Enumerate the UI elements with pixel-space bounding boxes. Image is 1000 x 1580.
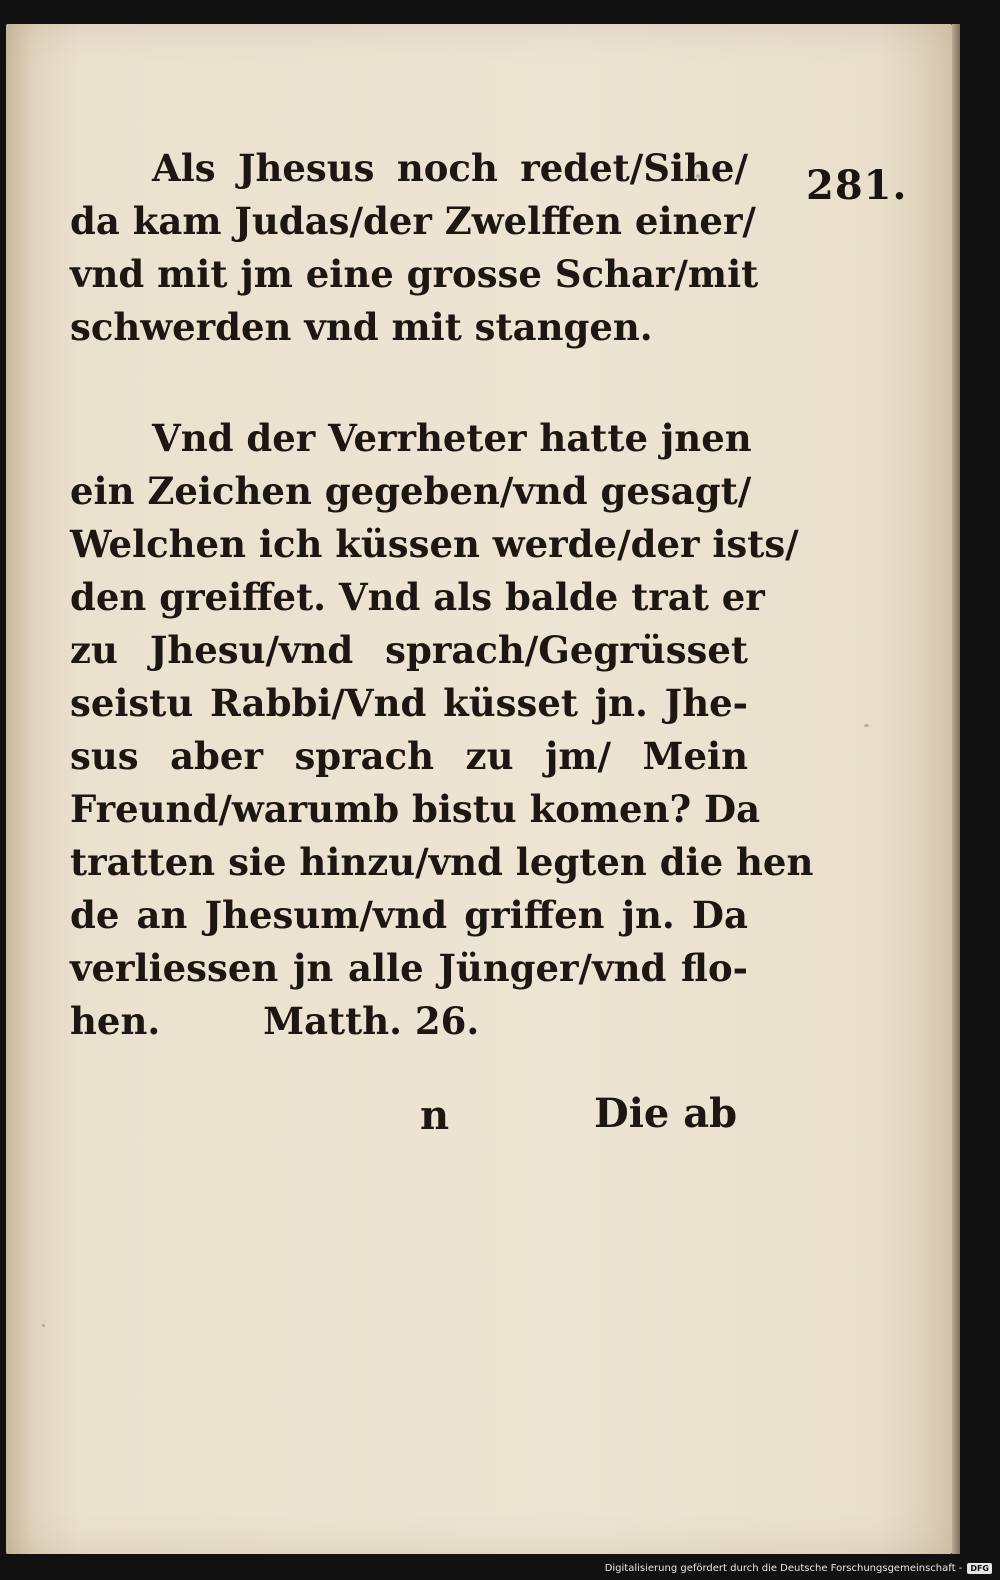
text-line: seistu Rabbi/Vnd küsset jn. Jhe- — [70, 681, 748, 725]
text-line: Welchen ich küssen werde/der ists/ — [70, 522, 799, 566]
text-line: verliessen jn alle Jünger/vnd flo- — [70, 946, 748, 990]
digitization-footer — [605, 1560, 992, 1576]
book-page — [6, 24, 952, 1554]
text-line: schwerden vnd mit stangen. — [70, 305, 653, 349]
paragraph-gap — [70, 354, 748, 412]
catchword: Die ab — [594, 1090, 738, 1137]
dfg-logo: DFG — [967, 1563, 992, 1574]
text-line: Freund/warumb bistu komen? Da — [70, 787, 761, 831]
text-line: Vnd der Verrheter hatte jnen — [152, 416, 752, 460]
text-line: den greiffet. Vnd als balde trat er — [70, 575, 765, 619]
last-text-line — [70, 995, 748, 1048]
text-line: sus aber sprach zu jm/ Mein — [70, 734, 748, 778]
footer-credit: Digitalisierung gefördert durch die Deutsche Forschungsgemeinschaft - — [604, 1562, 963, 1574]
text-line: tratten sie hinzu/vnd legten die hen — [70, 840, 814, 884]
text-line-end: hen. — [70, 999, 161, 1043]
paper-speck — [864, 724, 869, 727]
paper-speck — [42, 1324, 45, 1327]
text-line: de an Jhesum/vnd griffen jn. Da — [70, 893, 748, 937]
signature-mark: n — [420, 1092, 450, 1139]
text-line: ein Zeichen gegeben/vnd gesagt/ — [70, 469, 752, 513]
text-line: zu Jhesu/vnd sprach/Gegrüsset — [70, 628, 748, 672]
body-text — [70, 142, 814, 1048]
page-number: 281. — [806, 162, 908, 209]
text-line: da kam Judas/der Zwelffen einer/ — [70, 199, 756, 243]
bible-citation: Matth. 26. — [263, 999, 480, 1043]
text-line: vnd mit jm eine grosse Schar/mit — [70, 252, 759, 296]
text-line: Als Jhesus noch redet/Sihe/ — [152, 146, 748, 190]
